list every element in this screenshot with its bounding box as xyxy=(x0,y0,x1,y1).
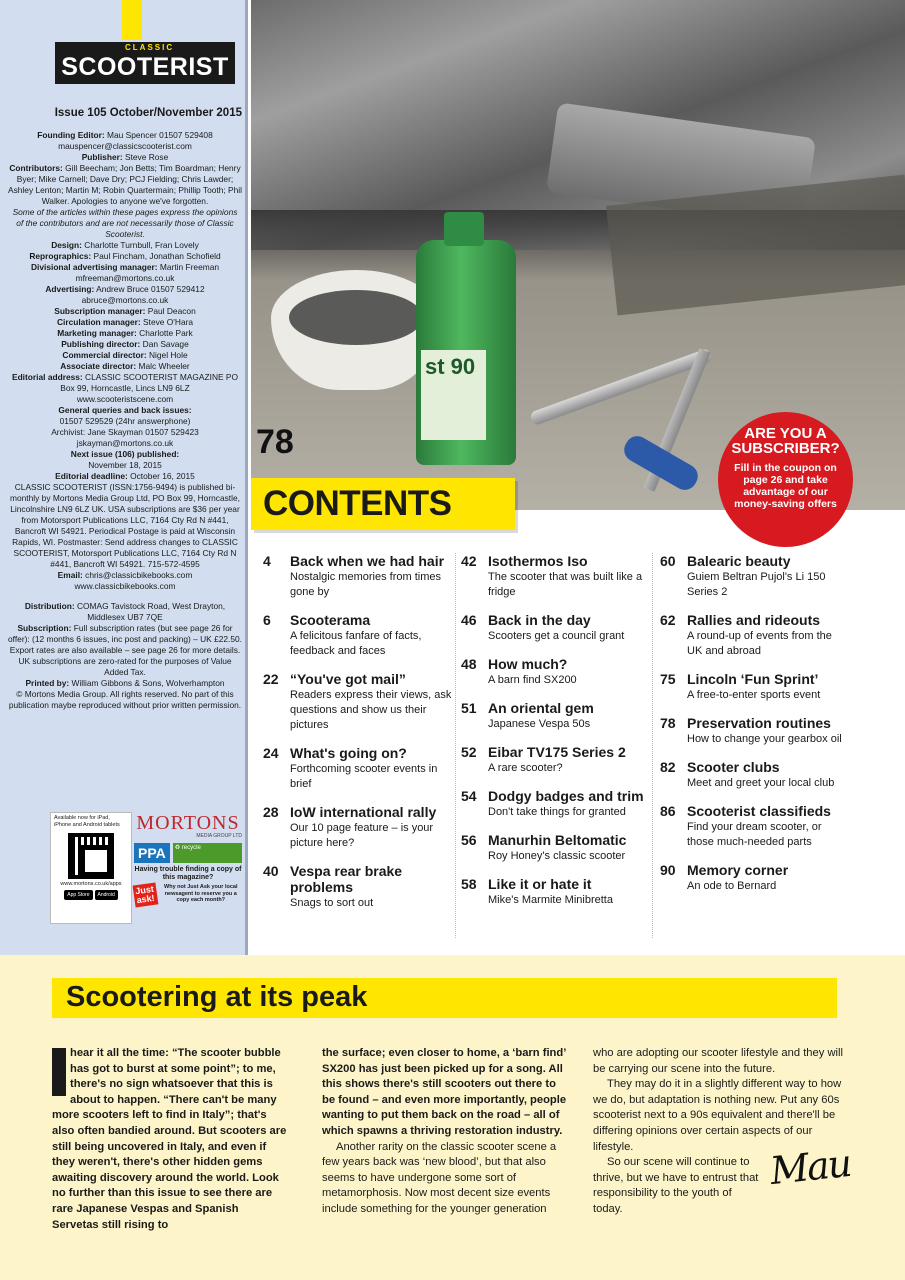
entry-title: Back when we had hair xyxy=(290,553,445,569)
entry-description: Don't take things for granted xyxy=(488,806,626,818)
contents-entry[interactable] xyxy=(660,803,850,850)
entry-title: Eibar TV175 Series 2 xyxy=(488,744,626,760)
credit-text: abruce@mortons.co.uk xyxy=(81,295,169,305)
credit-label: Contributors: xyxy=(9,163,63,173)
credit-text: Charlotte Park xyxy=(136,328,193,338)
entry-title: Balearic beauty xyxy=(687,553,791,569)
entry-description: Guiem Beltran Pujol's Li 150 Series 2 xyxy=(687,571,826,598)
credit-line xyxy=(8,207,242,240)
credit-line xyxy=(8,460,242,471)
entry-body xyxy=(290,804,453,851)
credit-line xyxy=(8,438,242,449)
subscriber-badge-heading: ARE YOU A SUBSCRIBER? xyxy=(731,425,840,457)
entry-body xyxy=(488,744,626,776)
app-store-badge[interactable]: App Store xyxy=(64,890,92,900)
credit-label: Reprographics: xyxy=(29,251,92,261)
contents-entry[interactable] xyxy=(660,671,850,703)
entry-description: A felicitous fanfare of facts, feedback and faces xyxy=(290,630,422,657)
entry-page-number: 4 xyxy=(263,553,271,569)
credit-line xyxy=(8,623,242,678)
credit-text: www.scooteristscene.com xyxy=(76,394,174,404)
mortons-logo: MORTONS xyxy=(136,812,240,834)
contents-entry[interactable] xyxy=(660,612,850,659)
credit-text: Steve O'Hara xyxy=(140,317,194,327)
email-line xyxy=(8,570,242,592)
editorial-paragraph: They may do it in a slightly different way to how we do, but adaptation is nothing new. Put any 60s scooterist next to a 90s equivalent and there'll be differing opinions over certain aspects of our lifestyle. xyxy=(593,1078,842,1153)
entry-title: “You've got mail” xyxy=(290,671,406,687)
entry-title: IoW international rally xyxy=(290,804,437,820)
credit-line xyxy=(8,471,242,482)
credit-line xyxy=(8,295,242,306)
email-label: Email: xyxy=(57,570,83,580)
entry-page-number: 52 xyxy=(461,744,477,760)
editorial-paragraph: who are adopting our scooter lifestyle and they will be carrying our scene into the future. xyxy=(593,1047,843,1075)
entry-body xyxy=(488,656,577,688)
entry-page-number: 90 xyxy=(660,862,676,878)
credit-label: Divisional advertising manager: xyxy=(30,262,158,272)
entry-title: Manurhin Beltomatic xyxy=(488,832,627,848)
entry-page-number: 24 xyxy=(263,745,279,761)
entry-body xyxy=(290,553,453,600)
entry-title: Vespa rear brake problems xyxy=(290,863,403,895)
credit-line xyxy=(8,350,242,361)
credit-line xyxy=(8,361,242,372)
editorial-column-1 xyxy=(52,1046,288,1233)
contents-entry[interactable] xyxy=(461,744,651,776)
credit-text: Steve Rose xyxy=(122,152,169,162)
credit-line xyxy=(8,251,242,262)
store-badges xyxy=(51,890,131,900)
contents-entry[interactable] xyxy=(461,700,651,732)
entry-title: Scooterama xyxy=(290,612,371,628)
column-divider xyxy=(652,553,653,938)
entry-title: Rallies and rideouts xyxy=(687,612,821,628)
logo-row xyxy=(134,843,242,863)
app-promo-panel xyxy=(50,812,132,924)
contents-entry[interactable] xyxy=(660,759,850,791)
logo-accent-bar xyxy=(122,0,142,40)
entry-title: Scooterist classifieds xyxy=(687,803,831,819)
entry-body xyxy=(290,863,453,911)
entry-page-number: 48 xyxy=(461,656,477,672)
credit-text: Paul Fincham, Jonathan Schofield xyxy=(91,251,221,261)
credit-label: Editorial address: xyxy=(11,372,83,382)
entry-description: Readers express their views, ask questions and show us their pictures xyxy=(290,689,452,731)
entry-body xyxy=(290,745,453,792)
app-promo-title: Available now for iPad, iPhone and Android tablets xyxy=(54,815,120,828)
subscriber-badge[interactable] xyxy=(718,412,853,547)
contents-column-2 xyxy=(461,553,651,920)
entry-body xyxy=(488,700,594,732)
contents-entry[interactable] xyxy=(461,876,651,908)
contents-entry[interactable] xyxy=(263,671,453,733)
credit-line xyxy=(8,405,242,416)
credit-line xyxy=(8,306,242,317)
entry-body xyxy=(488,612,624,644)
credit-label: Subscription manager: xyxy=(54,306,146,316)
entry-description: Find your dream scooter, or those much-needed parts xyxy=(687,821,822,848)
entry-body xyxy=(488,876,613,908)
credit-list xyxy=(8,130,242,482)
app-url[interactable]: www.mortons.co.uk/apps xyxy=(60,881,122,887)
editorial-paragraph: the surface; even closer to home, a ‘barn find’ SX200 has just been picked up for a song. All this shows there's still scooters out there to be found – and even more importantly, people wanting to put them back on the road – all of which spawns a thriving restoration industry. xyxy=(322,1047,567,1137)
entry-page-number: 62 xyxy=(660,612,676,628)
entry-title: Dodgy badges and trim xyxy=(488,788,644,804)
entry-body xyxy=(687,715,842,747)
entry-description: The scooter that was built like a fridge xyxy=(488,571,643,598)
credit-text: Nigel Hole xyxy=(146,350,188,360)
credit-label: Founding Editor: xyxy=(37,130,105,140)
credit-text: Full subscription rates (but see page 26 for offer): (12 months 6 issues, inc post and packing) – UK £22.50. Export rates are also available – see page 26 for more details. UK subscriptions are zero-rated for the purposes of Value Added Tax. xyxy=(8,623,243,677)
recycle-icon: ♻ recycle xyxy=(173,843,242,863)
editorial-paragraph: So our scene will continue to thrive, but we have to entrust that responsibility to the youth of today. xyxy=(593,1156,759,1215)
credit-text: Mau Spencer 01507 529408 xyxy=(104,130,213,140)
entry-body xyxy=(488,832,626,864)
entry-page-number: 40 xyxy=(263,863,279,879)
contents-column-3 xyxy=(660,553,850,906)
entry-title: An oriental gem xyxy=(488,700,594,716)
credit-text: mfreeman@mortons.co.uk xyxy=(75,273,175,283)
entry-description: Meet and greet your local club xyxy=(687,777,835,789)
credit-line xyxy=(8,678,242,689)
credit-line xyxy=(8,141,242,152)
bottle-label: st 90 xyxy=(421,350,486,440)
editorial-column-3 xyxy=(593,1046,843,1218)
logo-classic-text: CLASSIC xyxy=(125,43,175,52)
entry-body xyxy=(687,803,850,850)
credit-text: Paul Deacon xyxy=(145,306,196,316)
credit-line xyxy=(8,427,242,438)
entry-page-number: 54 xyxy=(461,788,477,804)
credit-text: 01507 529529 (24hr answerphone) xyxy=(59,416,191,426)
entry-page-number: 60 xyxy=(660,553,676,569)
editorial-paragraph: Another rarity on the classic scooter scene a few years back was ‘new blood’, but that also seems to have undergone some sort of metamorphosis. Now most decent size events include something for the younger generation xyxy=(322,1140,557,1215)
credit-label: Subscription: xyxy=(17,623,72,633)
credit-line xyxy=(8,130,242,141)
credit-text: Dan Savage xyxy=(140,339,189,349)
entry-body xyxy=(687,671,820,703)
credit-line xyxy=(8,284,242,295)
credit-text: COMAG Tavistock Road, West Drayton, Middlesex UB7 7QE xyxy=(74,601,226,622)
credit-label: Commercial director: xyxy=(62,350,147,360)
credit-line xyxy=(8,262,242,273)
entry-page-number: 28 xyxy=(263,804,279,820)
credit-line xyxy=(8,689,242,711)
contents-entry[interactable] xyxy=(263,553,453,600)
entry-title: How much? xyxy=(488,656,568,672)
magazine-logo xyxy=(55,42,235,84)
entry-body xyxy=(687,759,834,791)
credit-line xyxy=(8,328,242,339)
entry-title: What's going on? xyxy=(290,745,407,761)
logo-main-text: SCOOTERIST xyxy=(61,53,229,81)
entry-title: Scooter clubs xyxy=(687,759,780,775)
oil-bottle-image xyxy=(416,240,516,465)
entry-body xyxy=(488,553,651,600)
editorial-paragraph: hear it all the time: “The scooter bubble has got to burst at some point”; to me, there's no sign whatsoever that this is about to happen. “There can't be many more scooters left to find in Italy”; that's also often bandied around. But scooters are still being uncovered in Italy, and even if they weren't, there's other hidden gems awaiting discovery around the world. Look no further than this issue to see there are rare Japanese Vespas and Spanish Servetas still rising to xyxy=(52,1047,287,1231)
contents-entry[interactable] xyxy=(461,788,651,820)
credit-line xyxy=(8,163,242,207)
credit-label: Associate director: xyxy=(60,361,137,371)
credit-line xyxy=(8,317,242,328)
credit-text: Malc Wheeler xyxy=(136,361,190,371)
android-badge[interactable]: Android xyxy=(95,890,118,900)
credit-text: November 18, 2015 xyxy=(88,460,162,470)
entry-description: Our 10 page feature – is your picture here? xyxy=(290,822,434,849)
credit-line xyxy=(8,152,242,163)
contents-title: CONTENTS xyxy=(263,484,452,523)
credit-label: Next issue (106) published: xyxy=(70,449,180,459)
contents-entry[interactable] xyxy=(263,804,453,851)
credit-label: Editorial deadline: xyxy=(55,471,128,481)
credit-line xyxy=(8,273,242,284)
entry-title: Back in the day xyxy=(488,612,591,628)
credit-text: CLASSIC SCOOTERIST MAGAZINE PO Box 99, Horncastle, Lincs LN9 6LZ xyxy=(60,372,239,393)
editorial-section xyxy=(0,955,905,1280)
entry-body xyxy=(687,862,788,894)
editorial-title-bar xyxy=(52,978,837,1018)
credit-text: Martin Freeman xyxy=(157,262,220,272)
contents-banner xyxy=(251,478,515,530)
credit-line xyxy=(8,394,242,405)
entry-body xyxy=(290,671,453,733)
contents-entry[interactable] xyxy=(461,656,651,688)
distribution-list xyxy=(8,601,242,711)
entry-title: Preservation routines xyxy=(687,715,831,731)
entry-description: Japanese Vespa 50s xyxy=(488,718,591,730)
entry-page-number: 22 xyxy=(263,671,279,687)
credit-text: jskayman@mortons.co.uk xyxy=(76,438,174,448)
entry-description: How to change your gearbox oil xyxy=(687,733,842,745)
disclaimer-text: Some of the articles within these pages express the opinions of the contributors and are not necessarily those of Classic Scooterist. xyxy=(12,207,238,239)
contents-entry[interactable] xyxy=(660,715,850,747)
credit-line xyxy=(8,372,242,394)
column-divider xyxy=(455,553,456,938)
credits-block xyxy=(8,130,242,711)
just-ask-logo: Just ask! xyxy=(133,883,158,908)
credit-line xyxy=(8,416,242,427)
just-ask-row xyxy=(134,884,242,906)
entry-description: Roy Honey's classic scooter xyxy=(488,850,626,862)
trouble-finding-text: Having trouble finding a copy of this magazine? xyxy=(134,866,242,881)
contents-entry[interactable] xyxy=(461,553,651,600)
entry-description: Snags to sort out xyxy=(290,897,374,909)
masthead-sidebar xyxy=(0,0,248,955)
entry-page-number: 46 xyxy=(461,612,477,628)
credit-text: Archivist: Jane Skayman 01507 529423 xyxy=(51,427,199,437)
credit-label: Advertising: xyxy=(45,284,95,294)
credit-text: Andrew Bruce 01507 529412 xyxy=(94,284,205,294)
credit-label: Publisher: xyxy=(81,152,123,162)
contents-entry[interactable] xyxy=(263,863,453,911)
entry-page-number: 51 xyxy=(461,700,477,716)
credit-line xyxy=(8,601,242,623)
editor-signature: Mau xyxy=(767,1140,853,1194)
entry-body xyxy=(687,612,850,659)
credit-text: William Gibbons & Sons, Wolverhampton xyxy=(69,678,225,688)
entry-page-number: 6 xyxy=(263,612,271,628)
just-ask-text: Why not Just Ask your local newsagent to reserve you a copy each month? xyxy=(164,884,238,903)
entry-description: Scooters get a council grant xyxy=(488,630,625,642)
entry-page-number: 82 xyxy=(660,759,676,775)
contents-entry[interactable] xyxy=(461,612,651,644)
entry-body xyxy=(290,612,453,659)
entry-description: Nostalgic memories from times gone by xyxy=(290,571,441,598)
credit-line xyxy=(8,339,242,350)
entry-title: Memory corner xyxy=(687,862,789,878)
entry-description: A round-up of events from the UK and abroad xyxy=(687,630,832,657)
credit-label: Distribution: xyxy=(24,601,75,611)
subscriber-badge-text: Fill in the coupon on page 26 and take advantage of our money-saving offers xyxy=(734,462,837,510)
credit-text: Gill Beecham; Jon Betts; Tim Boardman; Henry Byer; Mike Carnell; Dave Dry; PCJ Fielding; Chris Lawder; Ashley Lenton; Martin M; Robin Quartermain; Phillip Tooth; Phil Walker. Apologies to anyone we've forgotten. xyxy=(8,163,242,206)
contents-entry[interactable] xyxy=(660,862,850,894)
editorial-column-2 xyxy=(322,1046,570,1218)
entry-page-number: 86 xyxy=(660,803,676,819)
contents-entry[interactable] xyxy=(461,832,651,864)
entry-description: An ode to Bernard xyxy=(687,880,777,892)
entry-title: Like it or hate it xyxy=(488,876,592,892)
issue-line: Issue 105 October/November 2015 xyxy=(54,107,242,119)
credit-label: General queries and back issues: xyxy=(58,405,192,415)
credit-label: Marketing manager: xyxy=(57,328,137,338)
email-link[interactable]: chris@classicbikebooks.com www.classicbikebooks.com xyxy=(74,570,193,591)
entry-page-number: 42 xyxy=(461,553,477,569)
entry-description: A rare scooter? xyxy=(488,762,563,774)
qr-code-icon[interactable] xyxy=(68,833,114,879)
legal-notice: CLASSIC SCOOTERIST (ISSN:1756-9494) is published bi-monthly by Mortons Media Group Ltd, PO Box 99, Horncastle, Lincolnshire LN9 6LZ UK. USA subscriptions are $36 per year from Motorsport Publications LLC, 7164 Cty Rd N #441, Bancroft WI 54921. Periodical Postage is paid at Wisconsin Rapids, WI. Postmaster: Send address changes to CLASSIC SCOOTERIST, Motorsport Publications LLC, 7164 Cty Rd N #441, Bancroft WI 54921. 715-572-4595 xyxy=(10,482,240,569)
credit-line xyxy=(8,240,242,251)
editorial-title: Scootering at its peak xyxy=(66,981,368,1013)
entry-page-number: 58 xyxy=(461,876,477,892)
entry-body xyxy=(488,788,644,820)
credit-text: October 16, 2015 xyxy=(127,471,195,481)
credit-text: mauspencer@classicscooterist.com xyxy=(58,141,192,151)
credit-label: Circulation manager: xyxy=(56,317,141,327)
entry-description: Mike's Marmite Minibretta xyxy=(488,894,613,906)
contents-entry[interactable] xyxy=(263,612,453,659)
credit-label: Printed by: xyxy=(25,678,70,688)
entry-title: Lincoln ‘Fun Sprint’ xyxy=(687,671,819,687)
contents-entry[interactable] xyxy=(660,553,850,600)
entry-description: Forthcoming scooter events in brief xyxy=(290,763,438,790)
recycle-label: recycle xyxy=(181,845,201,851)
cover-page-reference: 78 xyxy=(256,423,294,461)
entry-page-number: 75 xyxy=(660,671,676,687)
entry-description: A barn find SX200 xyxy=(488,674,577,686)
publisher-panel xyxy=(134,812,242,924)
credit-text: Charlotte Turnbull, Fran Lovely xyxy=(81,240,199,250)
credit-text: © Mortons Media Group. All rights reserved. No part of this publication maybe reproduced without prior written permission. xyxy=(8,689,242,710)
credit-label: Publishing director: xyxy=(61,339,141,349)
contents-entry[interactable] xyxy=(263,745,453,792)
contents-column-1 xyxy=(263,553,453,923)
entry-description: A free-to-enter sports event xyxy=(687,689,821,701)
drop-cap-i xyxy=(52,1048,66,1096)
ppa-logo: PPA xyxy=(134,843,170,863)
credit-line xyxy=(8,449,242,460)
entry-page-number: 56 xyxy=(461,832,477,848)
mortons-subtitle: MEDIA GROUP LTD xyxy=(196,833,242,839)
entry-title: Isothermos Iso xyxy=(488,553,588,569)
credit-label: Design: xyxy=(51,240,82,250)
entry-body xyxy=(687,553,850,600)
entry-page-number: 78 xyxy=(660,715,676,731)
